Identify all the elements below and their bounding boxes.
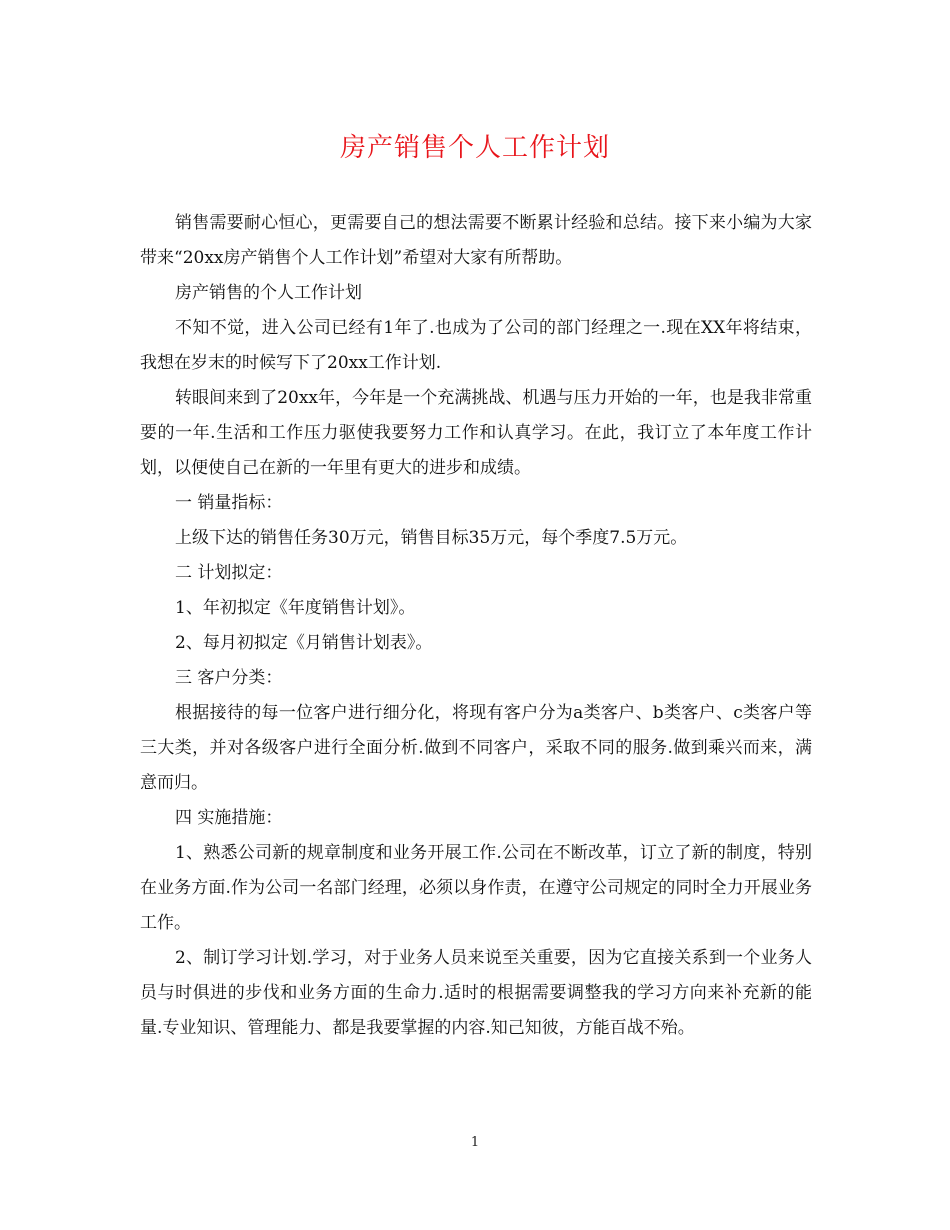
page-number: 1 [470,1135,480,1150]
section-heading-sales-target: 一 销量指标： [175,493,283,513]
body-paragraph: 上级下达的销售任务30万元，销售目标35万元，每个季度7.5万元。 [175,528,688,548]
section-heading-plan: 二 计划拟定： [175,563,283,583]
subtitle-paragraph: 房产销售的个人工作计划 [175,283,362,303]
body-paragraph: 不知不觉，进入公司已经有1年了.也成为了公司的部门经理之一.现在XX年将结束，我想在岁末的时候写下了20xx工作计划. [140,318,812,373]
list-item: 2、制订学习计划.学习，对于业务人员来说至关重要，因为它直接关系到一个业务人员与时俱进的步伐和业务方面的生命力.适时的根据需要调整我的学习方向来补充新的能量.专业知识、管理能力、都是我要掌握的内容.知己知彼，方能百战不殆。 [140,948,812,1038]
list-item: 2、每月初拟定《月销售计划表》。 [175,633,433,653]
section-heading-measures: 四 实施措施： [175,808,283,828]
list-item: 1、年初拟定《年度销售计划》。 [175,598,416,618]
intro-paragraph: 销售需要耐心恒心，更需要自己的想法需要不断累计经验和总结。接下来小编为大家带来“20xx房产销售个人工作计划”希望对大家有所帮助。 [140,213,812,268]
body-paragraph: 转眼间来到了20xx年，今年是一个充满挑战、机遇与压力开始的一年，也是我非常重要的一年.生活和工作压力驱使我要努力工作和认真学习。在此，我订立了本年度工作计划，以便使自己在新的一年里有更大的进步和成绩。 [140,388,812,478]
document-body [140,206,812,1046]
list-item: 1、熟悉公司新的规章制度和业务开展工作.公司在不断改革，订立了新的制度，特别在业务方面.作为公司一名部门经理，必须以身作责，在遵守公司规定的同时全力开展业务工作。 [140,843,812,933]
document-title: 房产销售个人工作计划 [339,133,610,163]
body-paragraph: 根据接待的每一位客户进行细分化，将现有客户分为a类客户、b类客户、c类客户等三大类，并对各级客户进行全面分析.做到不同客户，采取不同的服务.做到乘兴而来，满意而归。 [140,703,812,793]
section-heading-customers: 三 客户分类： [175,668,283,688]
